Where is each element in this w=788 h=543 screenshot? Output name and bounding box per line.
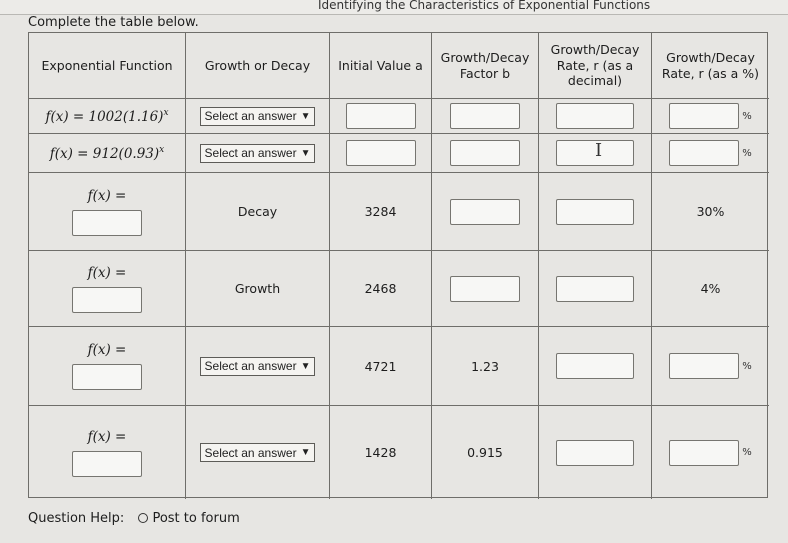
row2-factor-cell — [432, 134, 539, 173]
row2-rate-percent-cell — [652, 134, 769, 173]
growth-decay-select[interactable]: Select an answer ▼ — [200, 107, 316, 126]
row4-initial-value: 2468 — [330, 251, 432, 327]
row2-initial-cell — [330, 134, 432, 173]
chevron-down-icon: ▼ — [300, 110, 311, 122]
percent-sign: % — [742, 110, 752, 122]
row4-rate-decimal-cell — [539, 251, 652, 327]
function-input[interactable] — [72, 210, 142, 236]
function-expression: f(x) = 912(0.93) — [49, 145, 160, 162]
chevron-down-icon: ▼ — [300, 447, 311, 458]
row3-growth-decay: Decay — [186, 173, 330, 251]
row1-function — [29, 99, 186, 134]
growth-decay-select[interactable]: Select an answer ▼ — [200, 144, 316, 163]
row5-growth-decay-cell — [186, 327, 330, 406]
rate-decimal-input[interactable] — [556, 440, 634, 466]
row4-growth-decay: Growth — [186, 251, 330, 327]
rate-decimal-input[interactable] — [556, 103, 634, 129]
row3-rate-percent: 30% — [652, 173, 769, 251]
row6-rate-percent-cell — [652, 406, 769, 499]
row5-rate-decimal-cell — [539, 327, 652, 406]
column-header-function: Exponential Function — [29, 33, 186, 99]
exponential-table — [28, 32, 768, 498]
function-exponent: x — [159, 144, 165, 155]
percent-sign: % — [742, 360, 752, 372]
row1-initial-cell — [330, 99, 432, 134]
row5-factor: 1.23 — [432, 327, 539, 406]
function-label: f(x) = — [87, 187, 127, 204]
window-header — [0, 0, 788, 15]
initial-value-input[interactable] — [346, 140, 416, 166]
row2-rate-decimal-cell — [539, 134, 652, 173]
row1-factor-cell — [432, 99, 539, 134]
column-header-rate-percent: Growth/Decay Rate, r (as a %) — [652, 33, 769, 99]
column-header-initial-value: Initial Value a — [330, 33, 432, 99]
row6-function — [29, 406, 186, 499]
factor-input[interactable] — [450, 140, 520, 166]
row6-initial-value: 1428 — [330, 406, 432, 499]
speech-bubble-icon — [138, 513, 148, 523]
chevron-down-icon: ▼ — [300, 360, 311, 372]
rate-decimal-input[interactable] — [556, 276, 634, 302]
row3-rate-decimal-cell — [539, 173, 652, 251]
rate-decimal-input[interactable] — [556, 353, 634, 379]
factor-input[interactable] — [450, 276, 520, 302]
row3-initial-value: 3284 — [330, 173, 432, 251]
post-to-forum-link[interactable] — [138, 511, 239, 526]
function-label: f(x) = — [87, 342, 127, 358]
row1-growth-decay-cell — [186, 99, 330, 134]
growth-decay-select[interactable]: Select an answer ▼ — [200, 443, 316, 462]
function-label: f(x) = — [87, 264, 127, 281]
function-input[interactable] — [72, 287, 142, 313]
row6-growth-decay-cell — [186, 406, 330, 499]
row4-function — [29, 251, 186, 327]
rate-percent-input[interactable] — [669, 103, 739, 129]
row3-factor-cell — [432, 173, 539, 251]
column-header-rate-decimal: Growth/Decay Rate, r (as a decimal) — [539, 33, 652, 99]
column-header-growth-decay: Growth or Decay — [186, 33, 330, 99]
row3-function — [29, 173, 186, 251]
row1-rate-percent-cell — [652, 99, 769, 134]
row5-rate-percent-cell — [652, 327, 769, 406]
question-help — [28, 511, 240, 526]
row6-rate-decimal-cell — [539, 406, 652, 499]
row4-factor-cell — [432, 251, 539, 327]
percent-sign: % — [742, 447, 752, 458]
rate-percent-input[interactable] — [669, 140, 739, 166]
chevron-down-icon: ▼ — [300, 147, 311, 159]
growth-decay-select[interactable]: Select an answer ▼ — [200, 357, 316, 376]
percent-sign: % — [742, 147, 752, 159]
post-to-forum-label: Post to forum — [152, 511, 240, 526]
column-header-factor: Growth/Decay Factor b — [432, 33, 539, 99]
page-title: Identifying the Characteristics of Exponential Functions — [318, 0, 651, 12]
row1-rate-decimal-cell — [539, 99, 652, 134]
row2-function — [29, 134, 186, 173]
function-expression: f(x) = 1002(1.16) — [45, 108, 164, 125]
row2-growth-decay-cell — [186, 134, 330, 173]
function-label: f(x) = — [87, 428, 127, 445]
factor-input[interactable] — [450, 103, 520, 129]
text-cursor-icon: I — [595, 140, 603, 161]
function-exponent: x — [163, 107, 169, 118]
rate-percent-input[interactable] — [669, 440, 739, 466]
row6-factor: 0.915 — [432, 406, 539, 499]
function-input[interactable] — [72, 364, 142, 390]
initial-value-input[interactable] — [346, 103, 416, 129]
rate-percent-input[interactable] — [669, 353, 739, 379]
factor-input[interactable] — [450, 199, 520, 225]
function-input[interactable] — [72, 451, 142, 477]
row5-function — [29, 327, 186, 406]
instructions: Complete the table below. — [28, 15, 199, 30]
rate-decimal-input[interactable] — [556, 199, 634, 225]
row5-initial-value: 4721 — [330, 327, 432, 406]
row4-rate-percent: 4% — [652, 251, 769, 327]
question-help-label: Question Help: — [28, 511, 125, 526]
